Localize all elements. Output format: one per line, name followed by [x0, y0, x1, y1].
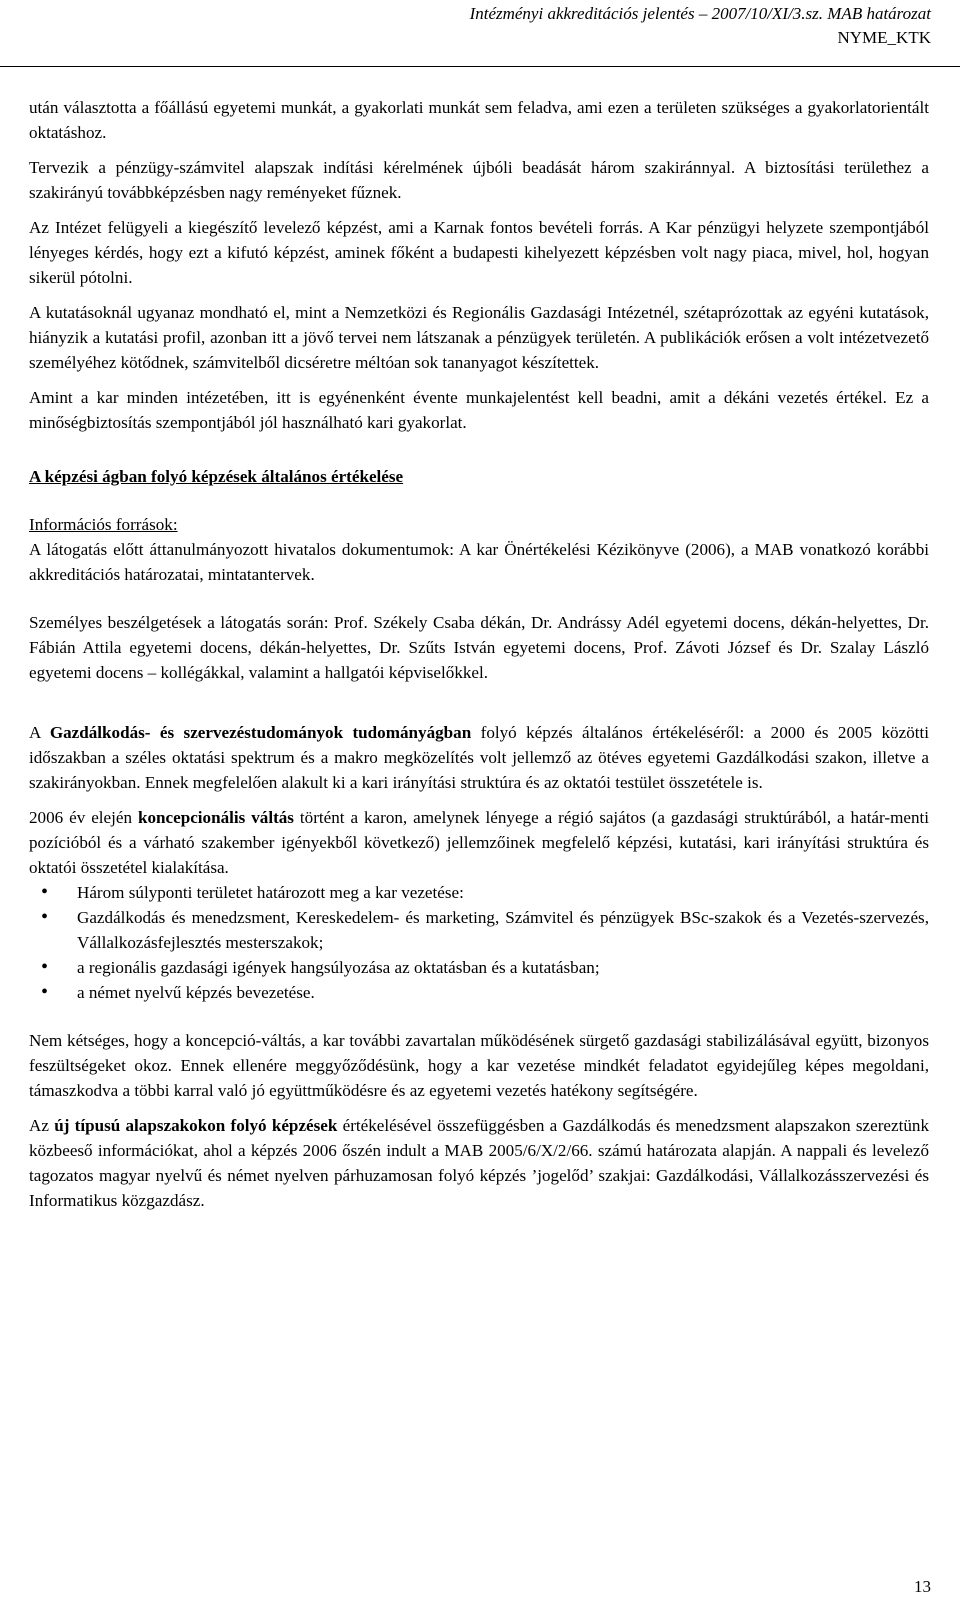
info-sources	[29, 512, 929, 587]
page-header	[470, 2, 931, 50]
interviews-paragraph: Személyes beszélgetések a látogatás során: Prof. Székely Csaba dékán, Dr. Andrássy Adél egyetemi docens, dékán-helyettes, Dr. Fábián Attila egyetemi docens, dékán-helyettes, Dr. Szűts István egyetemi docens, Prof. Závoti József és Dr. Szalay László egyetemi docens – kollégákkal, valamint a hallgatói képviselőkkel.	[29, 613, 929, 682]
p9-text-a: Az	[29, 1116, 55, 1135]
paragraph-8: Nem kétséges, hogy a koncepció-váltás, a kar további zavartalan működésének sürgető gazdasági stabilizálásával együtt, bizonyos feszültségeket okoz. Ennek ellenére meggyőződésünk, hogy a kar vezetése mindkét feladatot egyidejűleg képes megoldani, támaszkodva a többi karral való jó együttműködésre és az egyetemi vezetés hatékony segítségére.	[29, 1031, 929, 1100]
header-institution: NYME_KTK	[837, 28, 931, 47]
p9-bold: új típusú alapszakokon folyó képzések	[54, 1116, 338, 1135]
p6-text-a: A	[29, 723, 50, 742]
header-title: Intézményi akkreditációs jelentés – 2007/10/XI/3.sz. MAB határozat	[469, 4, 931, 23]
paragraph-5: Amint a kar minden intézetében, itt is egyénenként évente munkajelentést kell beadni, amit a dékáni vezetés értékel. Ez a minőségbiztosítás szempontjából jól használható kari gyakorlat.	[29, 388, 929, 432]
paragraph-6	[29, 720, 929, 795]
paragraph-9	[29, 1113, 929, 1213]
page-number: 13	[914, 1577, 931, 1596]
section-title: A képzési ágban folyó képzések általános értékelése	[29, 467, 404, 486]
info-sources-label: Információs források:	[29, 515, 178, 534]
bullet-item: • Gazdálkodás és menedzsment, Kereskedelem- és marketing, Számvitel és pénzügyek BSc-szakok és a Vezetés-szervezés, Vállalkozásfejlesztés mesterszakok;	[29, 905, 929, 955]
paragraph-3: Az Intézet felügyeli a kiegészítő levelező képzést, ami a Karnak fontos bevételi forrás. A Kar pénzügyi helyzete szempontjából lényeges kérdés, hogy ezt a kifutó képzést, aminek főként a budapesti kihelyezett képzésben volt nagy piaca, mivel, hol, hogyan sikerül pótolni.	[29, 218, 929, 287]
p7-text-a: 2006 év elején	[29, 808, 138, 827]
paragraph-7	[29, 805, 929, 880]
p6-text-b: folyó képzés általános értékeléséről: a 2000 és 2005 közötti időszakban a széles oktatási spektrum és a makro megközelítés volt jellemző az ötéves egyetemi Gazdálkodási szakon, illetve a szakirányokban. Ennek megfelelően alakult ki a kari irányítási struktúra és az oktatói testület összetétele is.	[29, 723, 929, 792]
bullet-list	[29, 880, 929, 1005]
info-sources-text: A látogatás előtt áttanulmányozott hivatalos dokumentumok: A kar Önértékelési Kézikönyve (2006), a MAB vonatkozó korábbi akkreditációs határozatai, mintatantervek.	[29, 540, 929, 584]
header-divider	[0, 66, 960, 67]
p7-text-b: történt a karon, amelynek lényege a régió sajátos (a gazdasági struktúrából, a határ-menti pozícióból és a várható szakember igényekből következő) jellemzőinek megfelelő képzési, kutatási, kari irányítási struktúra és oktatói összetétel kialakítása.	[29, 808, 929, 877]
document-body	[29, 95, 929, 1213]
paragraph-1: után választotta a főállású egyetemi munkát, a gyakorlati munkát sem feladva, ami ezen a területen szükséges a gyakorlatorientált oktatáshoz.	[29, 98, 929, 142]
p6-bold: Gazdálkodás- és szervezéstudományok tudományágban	[49, 723, 472, 742]
bullet-item: • a regionális gazdasági igények hangsúlyozása az oktatásban és a kutatásban;	[29, 955, 929, 980]
p7-bold: koncepcionális váltás	[137, 808, 294, 827]
bullet-item: • a német nyelvű képzés bevezetése.	[29, 980, 929, 1005]
p9-text-b: értékelésével összefüggésben a Gazdálkodás és menedzsment alapszakon szereztünk közbeeső információkat, ahol a képzés 2006 őszén indult a MAB 2005/6/X/2/66. számú határozata alapján. A nappali és levelező tagozatos magyar nyelvű és német nyelven párhuzamosan folyó képzés ’jogelőd’ szakjai: Gazdálkodási, Vállalkozásszervezési és Informatikus közgazdász.	[29, 1116, 929, 1210]
paragraph-2: Tervezik a pénzügy-számvitel alapszak indítási kérelmének újbóli beadását három szakiránnyal. A biztosítási területhez a szakirányú továbbképzésben nagy reményeket fűznek.	[29, 158, 929, 202]
paragraph-4: A kutatásoknál ugyanaz mondható el, mint a Nemzetközi és Regionális Gazdasági Intézetnél, szétaprózottak az egyéni kutatások, hiányzik a kutatási profil, azonban itt a jövő tervei nem látszanak a pénzügyek területén. A publikációk erősen a volt intézetvezető személyéhez kötődnek, számvitelből dicséretre méltóan sok tananyagot készítettek.	[29, 303, 929, 372]
bullet-item: • Három súlyponti területet határozott meg a kar vezetése:	[29, 880, 929, 905]
